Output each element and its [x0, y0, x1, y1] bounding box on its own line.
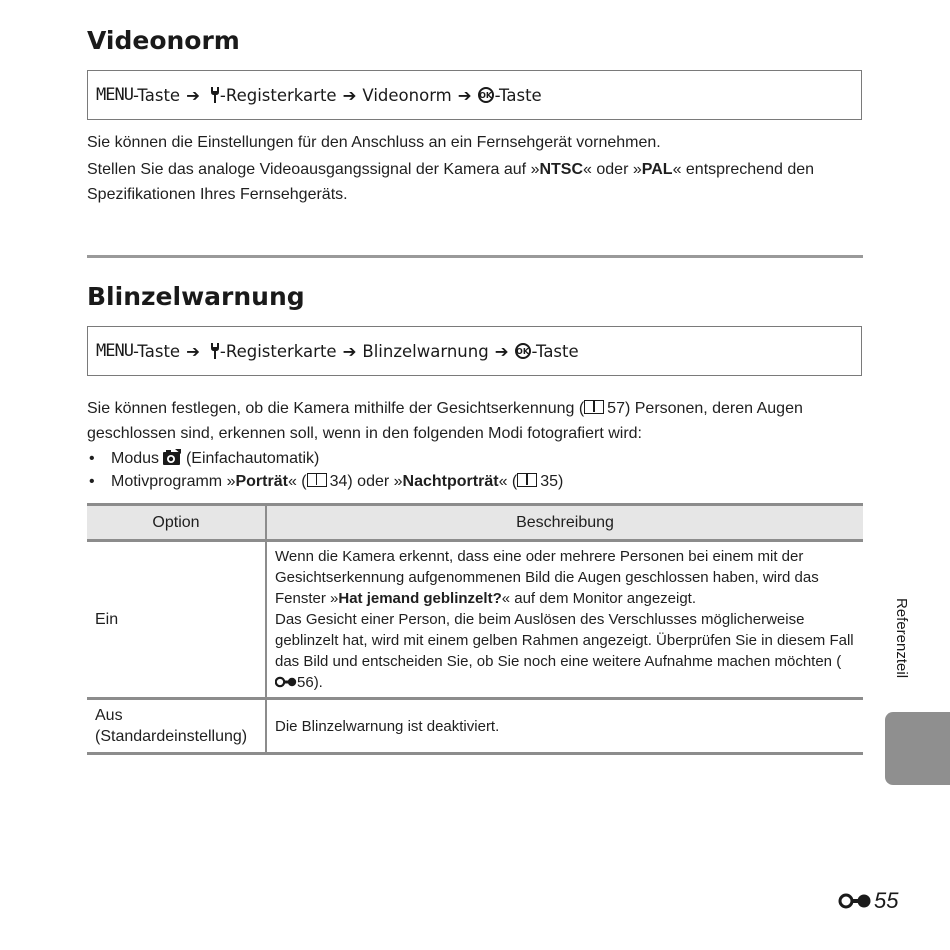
- section-divider: [87, 255, 863, 258]
- arrow-right-icon: ➔: [342, 341, 357, 361]
- arrow-right-icon: ➔: [186, 85, 200, 105]
- menu-path-blinzelwarnung: MENU -Taste ➔ -Registerkarte ➔ Blinzelwarnung ➔ OK -Taste: [87, 326, 862, 376]
- menu-key-label: MENU: [96, 341, 133, 361]
- book-reference-icon: [517, 473, 537, 487]
- option-on: Ein: [87, 541, 266, 699]
- reference-section-icon: [275, 676, 297, 688]
- blinzelwarnung-intro: Sie können festlegen, ob die Kamera mithilfe der Gesichtserkennung ( 57) Personen, deren Augen geschlossen sind, erkennen soll, wenn in den folgenden Modi fotografiert wird:: [87, 400, 803, 442]
- book-reference-icon: [584, 400, 604, 414]
- ok-button-icon: OK: [478, 87, 494, 103]
- option-off: Aus (Standardeinstellung): [87, 699, 266, 754]
- arrow-right-icon: ➔: [342, 85, 357, 105]
- reference-section-icon: [838, 892, 872, 910]
- table-header-option: Option: [87, 505, 266, 541]
- table-header-description: Beschreibung: [266, 505, 863, 541]
- menu-path-videonorm: MENU -Taste ➔ -Registerkarte ➔ Videonorm ➔ OK -Taste: [87, 70, 862, 120]
- list-item: • Modus (Einfachautomatik): [87, 447, 563, 470]
- list-item: • Motivprogramm »Porträt« ( 34) oder »Nachtporträt« ( 35): [87, 470, 563, 493]
- videonorm-description: Sie können die Einstellungen für den Anschluss an ein Fernsehgerät vornehmen.: [87, 134, 661, 151]
- mode-list: [87, 447, 563, 493]
- videonorm-instruction: Stellen Sie das analoge Videoausgangssignal der Kamera auf »NTSC« oder »PAL« entsprechend den Spezifikationen Ihres Fernsehgeräts.: [87, 161, 815, 203]
- table-row: [87, 699, 863, 754]
- easy-auto-camera-icon: [163, 449, 181, 465]
- section-side-label: Referenzteil: [893, 598, 910, 679]
- wrench-icon: [210, 87, 220, 103]
- arrow-right-icon: ➔: [457, 85, 472, 105]
- table-row: [87, 541, 863, 699]
- section-title-blinzelwarnung: Blinzelwarnung: [87, 282, 305, 311]
- menu-key-label: MENU: [96, 85, 133, 105]
- ok-button-icon: OK: [515, 343, 531, 359]
- page-number: 55: [838, 888, 898, 914]
- book-reference-icon: [307, 473, 327, 487]
- arrow-right-icon: ➔: [494, 341, 509, 361]
- menu-item-label: Blinzelwarnung: [362, 341, 489, 361]
- option-on-description: Wenn die Kamera erkennt, dass eine oder mehrere Personen bei einem mit der Gesichtserkennung aufgenommenen Bild die Augen geschlossen haben, wird das Fenster »Hat jemand geblinzelt?« auf dem Monitor angezeigt. Das Gesicht einer Person, die beim Auslösen des Verschlusses möglicherweise geblinzelt hat, wird mit einem gelben Rahmen angezeigt. Überprüfen Sie in diesem Fall das Bild und entscheiden Sie, ob Sie noch eine weitere Aufnahme machen möchten (56).: [266, 541, 863, 699]
- options-table: [87, 503, 863, 755]
- arrow-right-icon: ➔: [186, 341, 200, 361]
- section-tab: [885, 712, 950, 785]
- menu-item-label: Videonorm: [362, 85, 452, 105]
- section-title-videonorm: Videonorm: [87, 26, 240, 55]
- option-off-description: Die Blinzelwarnung ist deaktiviert.: [266, 699, 863, 754]
- wrench-icon: [210, 343, 220, 359]
